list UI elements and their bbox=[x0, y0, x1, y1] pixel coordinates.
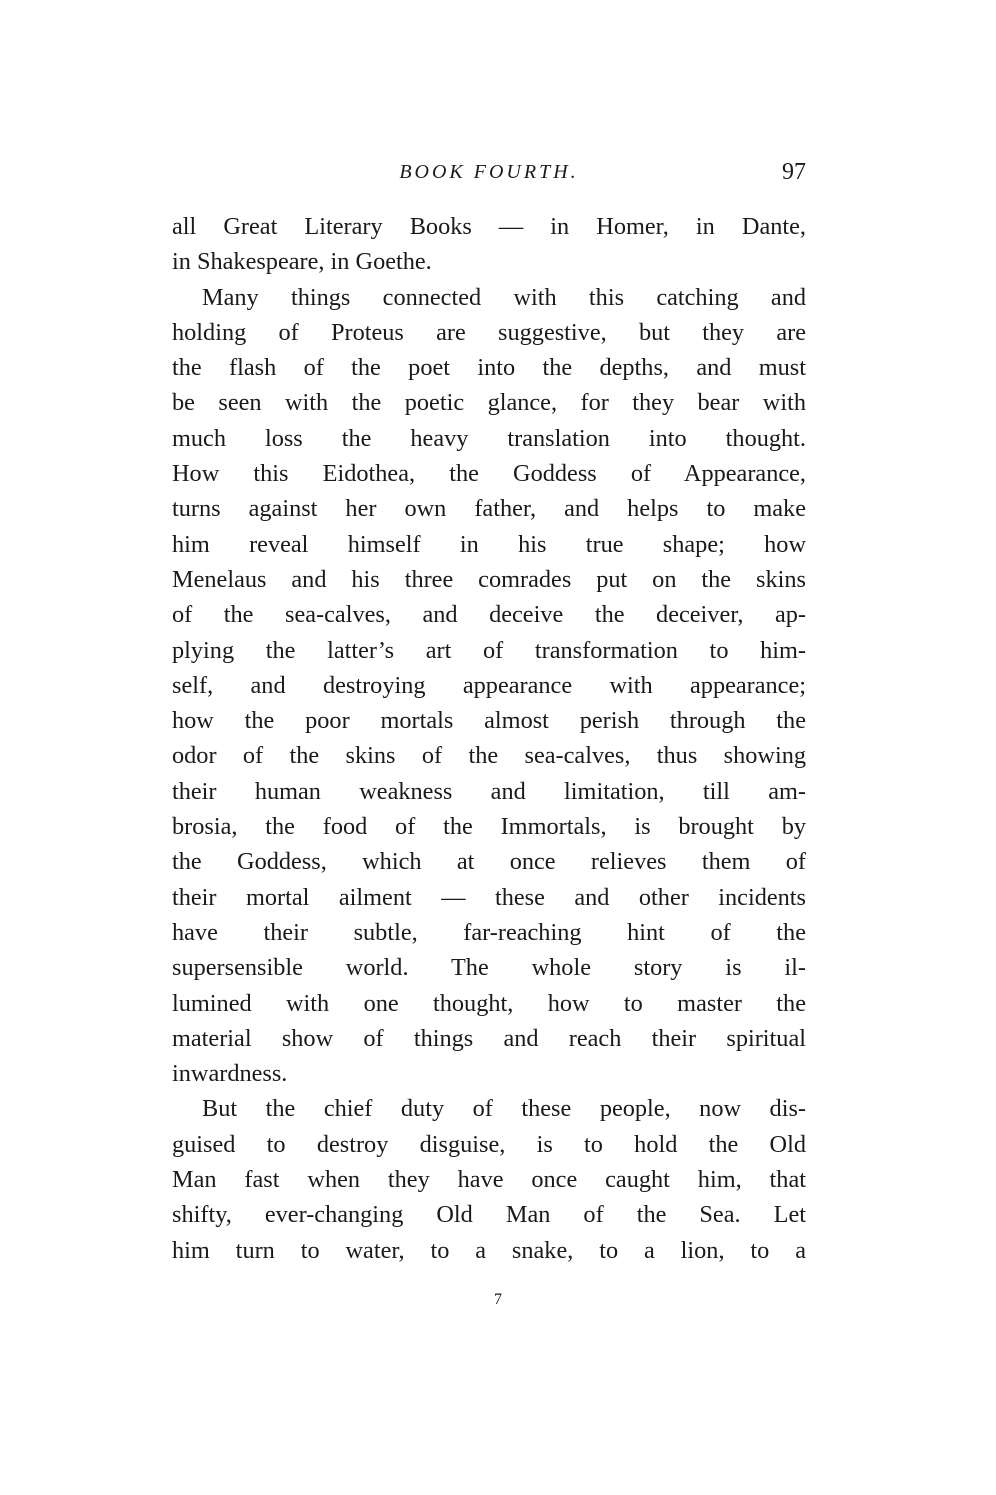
text-line: But the chief duty of these people, now dis- bbox=[202, 1095, 806, 1123]
text-line: the flash of the poet into the depths, and must bbox=[172, 354, 806, 382]
running-title: BOOK FOURTH. bbox=[399, 161, 579, 183]
paragraph-3 bbox=[172, 1091, 806, 1267]
text-line: in Shakespeare, in Goethe. bbox=[172, 248, 432, 276]
running-header bbox=[172, 156, 806, 188]
text-line: shifty, ever-changing Old Man of the Sea. Let bbox=[172, 1201, 806, 1229]
text-line: inwardness. bbox=[172, 1060, 288, 1088]
text-line: him turn to water, to a snake, to a lion, to a bbox=[172, 1236, 806, 1264]
signature-mark: 7 bbox=[494, 1291, 502, 1308]
text-line: turns against her own father, and helps to make bbox=[172, 495, 806, 523]
paragraph-1 bbox=[172, 209, 806, 280]
text-line: their human weakness and limitation, till am- bbox=[172, 777, 806, 805]
text-line: have their subtle, far-reaching hint of the bbox=[172, 918, 806, 946]
text-line: odor of the skins of the sea-calves, thus showing bbox=[172, 742, 806, 770]
text-line: lumined with one thought, how to master the bbox=[172, 989, 806, 1017]
text-line: holding of Proteus are suggestive, but they are bbox=[172, 318, 806, 346]
text-line: all Great Literary Books — in Homer, in Dante, bbox=[172, 213, 806, 240]
text-line: Menelaus and his three comrades put on the skins bbox=[172, 565, 806, 593]
text-line: self, and destroying appearance with appearance; bbox=[172, 671, 806, 699]
text-line: Many things connected with this catching and bbox=[202, 283, 806, 311]
text-line: the Goddess, which at once relieves them of bbox=[172, 848, 806, 876]
text-line: be seen with the poetic glance, for they bear with bbox=[172, 389, 806, 417]
text-line: much loss the heavy translation into thought. bbox=[172, 424, 806, 452]
text-line: him reveal himself in his true shape; how bbox=[172, 530, 806, 558]
text-line: material show of things and reach their spiritual bbox=[172, 1024, 806, 1052]
text-line: their mortal ailment — these and other incidents bbox=[172, 883, 806, 911]
text-line: How this Eidothea, the Goddess of Appearance, bbox=[172, 460, 806, 488]
text-line: Man fast when they have once caught him, that bbox=[172, 1166, 806, 1194]
paragraph-2 bbox=[172, 280, 806, 1092]
text-line: of the sea-calves, and deceive the deceiver, ap- bbox=[172, 601, 806, 629]
text-line: supersensible world. The whole story is il- bbox=[172, 954, 806, 982]
text-line: plying the latter’s art of transformation to him- bbox=[172, 636, 806, 664]
body-text bbox=[172, 209, 806, 1268]
text-line: guised to destroy disguise, is to hold the Old bbox=[172, 1130, 806, 1158]
text-line: how the poor mortals almost perish through the bbox=[172, 707, 806, 735]
page-number: 97 bbox=[782, 159, 806, 185]
text-line: brosia, the food of the Immortals, is brought by bbox=[172, 813, 806, 841]
